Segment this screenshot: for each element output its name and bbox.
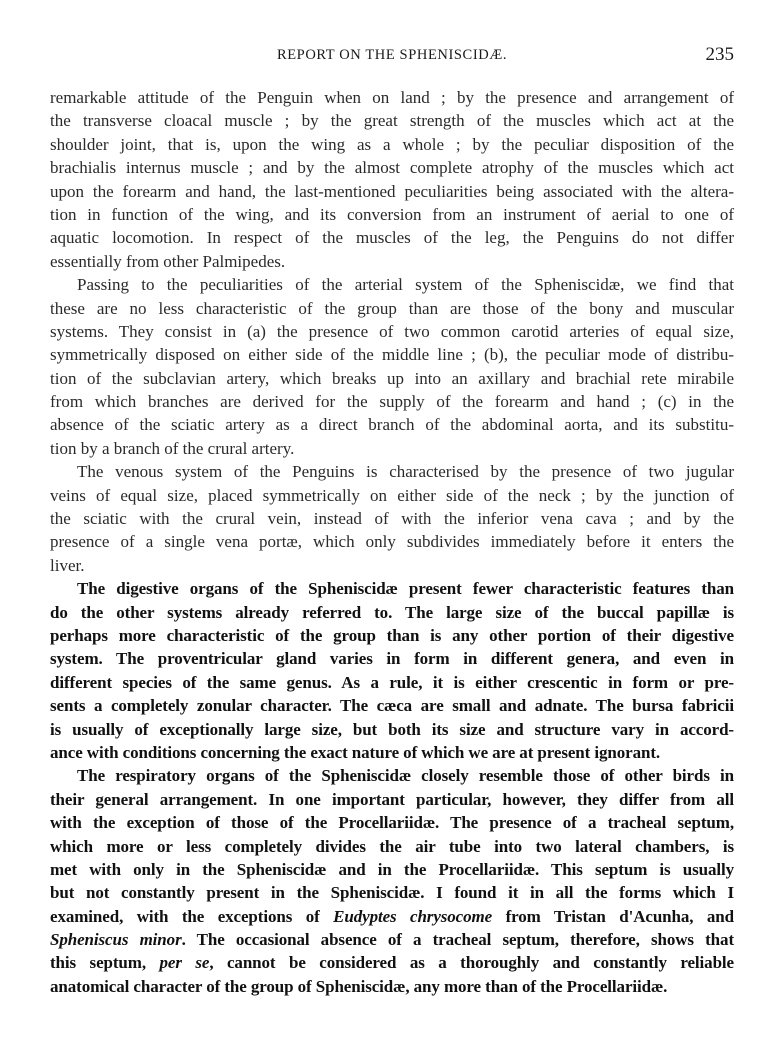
text-run: examined, with the exceptions of	[50, 906, 334, 926]
text-line-with-italic	[50, 951, 734, 974]
page-body	[50, 86, 734, 998]
text-line: aquatic locomotion. In respect of the muscles of the leg, the Penguins do not differ	[50, 228, 734, 248]
page-header	[50, 44, 734, 68]
text-line: symmetrically disposed on either side of the middle line ; (b), the peculiar mode of distribu-	[50, 345, 734, 365]
paragraph-arterial-system	[50, 273, 734, 460]
latin-phrase-italic: per se	[159, 953, 210, 973]
text-line: essentially from other Palmipedes.	[50, 251, 286, 271]
text-line: shoulder joint, that is, upon the wing as a whole ; by the peculiar disposition of the	[50, 134, 734, 154]
paragraph-venous-system	[50, 460, 734, 577]
text-line: absence of the sciatic artery as a direct branch of the abdominal aorta, and its substitu-	[50, 415, 734, 435]
text-line: anatomical character of the group of Spheniscidæ, any more than of the Procellariidæ.	[50, 976, 668, 996]
text-line: which more or less completely divides the air tube into two lateral chambers, is	[50, 836, 734, 856]
text-line: sents a completely zonular character. The cæca are small and adnate. The bursa fabricii	[50, 696, 734, 716]
paragraph-digestive-organs	[50, 577, 734, 764]
species-name-italic: Eudyptes chrysocome	[333, 906, 493, 926]
species-name-italic: Spheniscus minor	[50, 930, 182, 950]
text-line: veins of equal size, placed symmetrically on either side of the neck ; by the junction of	[50, 485, 734, 505]
text-line: brachialis internus muscle ; and by the almost complete atrophy of the muscles which act	[50, 158, 734, 178]
text-line: The respiratory organs of the Spheniscidæ closely resemble those of other birds in	[77, 766, 734, 786]
text-line: the sciatic with the crural vein, instead of with the inferior vena cava ; and by the	[50, 509, 734, 529]
text-line-with-italic	[50, 905, 734, 928]
text-line: these are no less characteristic of the group than are those of the bony and muscular	[50, 298, 734, 318]
text-line: system. The proventricular gland varies in form in different genera, and even in	[50, 649, 734, 669]
text-run: this septum,	[50, 953, 160, 973]
text-line: liver.	[50, 555, 85, 575]
text-line: different species of the same genus. As a rule, it is either crescentic in form or pre-	[50, 672, 734, 692]
text-line-with-italic	[50, 928, 734, 951]
text-line: do the other systems already referred to. The large size of the buccal papillæ is	[50, 602, 734, 622]
text-line: The digestive organs of the Spheniscidæ present fewer characteristic features than	[77, 579, 734, 599]
paragraph-muscles	[50, 86, 734, 273]
text-line: their general arrangement. In one important particular, however, they differ from all	[50, 789, 734, 809]
paragraph-respiratory-organs	[50, 764, 734, 998]
text-run: from Tristan d'Acunha, and	[492, 906, 735, 926]
text-line: perhaps more characteristic of the group than is any other portion of their digestive	[50, 625, 734, 645]
text-line: tion of the subclavian artery, which breaks up into an axillary and brachial rete mirabile	[50, 368, 734, 388]
running-title: REPORT ON THE SPHENISCIDÆ.	[276, 47, 508, 63]
text-line: from which branches are derived for the supply of the forearm and hand ; (c) in the	[50, 392, 734, 412]
text-line: systems. They consist in (a) the presence of two common carotid arteries of equal size,	[50, 321, 734, 341]
text-line: is usually of exceptionally large size, but both its size and structure vary in accord-	[50, 719, 734, 739]
text-line: upon the forearm and hand, the last-mentioned peculiarities being associated with the altera-	[50, 181, 734, 201]
text-line: tion by a branch of the crural artery.	[50, 438, 295, 458]
page-number: 235	[705, 44, 734, 65]
text-line: The venous system of the Penguins is characterised by the presence of two jugular	[77, 462, 734, 482]
text-line: but not constantly present in the Spheniscidæ. I found it in all the forms which I	[50, 883, 734, 903]
text-line: with the exception of those of the Procellariidæ. The presence of a tracheal septum,	[50, 813, 734, 833]
text-line: tion in function of the wing, and its conversion from an instrument of aerial to one of	[50, 204, 734, 224]
text-line: met with only in the Spheniscidæ and in the Procellariidæ. This septum is usually	[50, 859, 734, 879]
text-line: ance with conditions concerning the exact nature of which we are at present ignorant.	[50, 742, 661, 762]
text-line: presence of a single vena portæ, which only subdivides immediately before it enters the	[50, 532, 734, 552]
text-run: , cannot be considered as a thoroughly and constantly reliable	[209, 953, 734, 973]
text-line: Passing to the peculiarities of the arterial system of the Spheniscidæ, we find that	[77, 275, 734, 295]
text-line: the transverse cloacal muscle ; by the great strength of the muscles which act at the	[50, 111, 734, 131]
text-line: remarkable attitude of the Penguin when on land ; by the presence and arrangement of	[50, 88, 734, 107]
text-run: . The occasional absence of a tracheal septum, therefore, shows that	[181, 930, 734, 950]
